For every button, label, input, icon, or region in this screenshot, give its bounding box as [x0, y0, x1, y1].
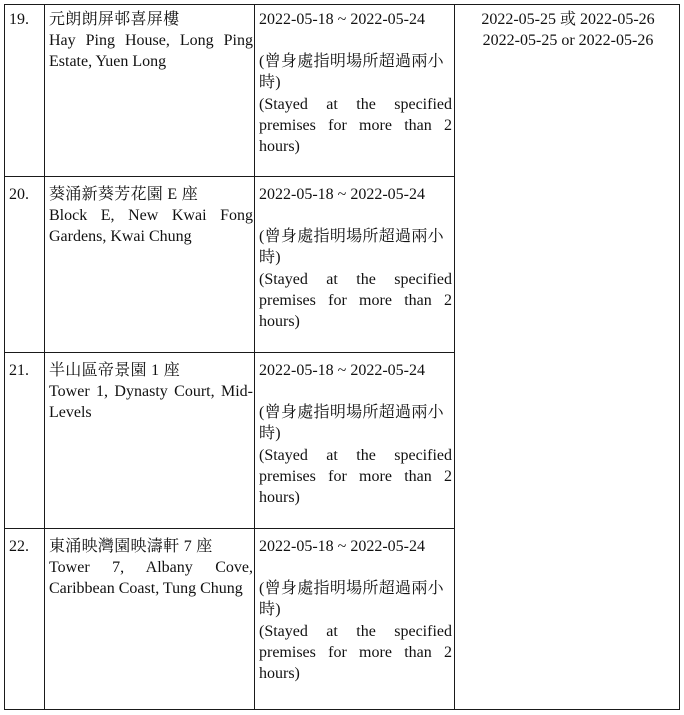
date-range: 2022-05-18 ~ 2022-05-24 — [259, 11, 425, 28]
table-border-right — [679, 4, 680, 710]
location-cell — [49, 184, 253, 247]
dates-cell — [259, 184, 452, 332]
location-name-en: Tower 7, Albany Cove, Caribbean Coast, Tung Chung — [49, 559, 253, 597]
row-number: 19. — [9, 11, 29, 28]
row-divider — [4, 528, 455, 529]
stay-note-en: (Stayed at the specified premises for more than 2 hours) — [259, 623, 452, 682]
column-divider-number — [44, 4, 45, 710]
dates-cell — [259, 360, 452, 508]
dates-cell — [259, 9, 452, 157]
stay-note-zh: (曾身處指明場所超過兩小時) — [259, 53, 444, 91]
table-border-top — [4, 4, 680, 5]
location-name-zh: 東涌映灣園映濤軒 7 座 — [49, 538, 213, 555]
stay-note-en: (Stayed at the specified premises for more than 2 hours) — [259, 447, 452, 506]
row-divider — [4, 176, 455, 177]
row-number: 20. — [9, 186, 29, 203]
date-range: 2022-05-18 ~ 2022-05-24 — [259, 538, 425, 555]
premises-table — [4, 4, 680, 710]
stay-note-zh: (曾身處指明場所超過兩小時) — [259, 228, 444, 266]
location-cell — [49, 536, 253, 599]
row-number: 22. — [9, 538, 29, 555]
dates-cell — [259, 536, 452, 684]
stay-note-zh: (曾身處指明場所超過兩小時) — [259, 404, 444, 442]
location-cell — [49, 360, 253, 423]
location-name-zh: 葵涌新葵芳花園 E 座 — [49, 186, 199, 203]
testing-dates-zh: 2022-05-25 或 2022-05-26 — [481, 11, 655, 28]
location-name-en: Tower 1, Dynasty Court, Mid-Levels — [49, 383, 253, 421]
testing-dates-en: 2022-05-25 or 2022-05-26 — [482, 32, 654, 49]
stay-note-en: (Stayed at the specified premises for more than 2 hours) — [259, 96, 452, 155]
location-name-en: Block E, New Kwai Fong Gardens, Kwai Chung — [49, 207, 253, 245]
table-border-bottom — [4, 709, 680, 710]
stay-note-en: (Stayed at the specified premises for more than 2 hours) — [259, 271, 452, 330]
column-divider-location — [254, 4, 255, 710]
row-divider — [4, 352, 455, 353]
table-border-left — [4, 4, 5, 710]
row-number: 21. — [9, 362, 29, 379]
date-range: 2022-05-18 ~ 2022-05-24 — [259, 186, 425, 203]
date-range: 2022-05-18 ~ 2022-05-24 — [259, 362, 425, 379]
location-cell — [49, 9, 253, 72]
stay-note-zh: (曾身處指明場所超過兩小時) — [259, 580, 444, 618]
location-name-zh: 半山區帝景園 1 座 — [49, 362, 181, 379]
location-name-en: Hay Ping House, Long Ping Estate, Yuen Long — [49, 32, 253, 70]
column-divider-dates — [454, 4, 455, 710]
location-name-zh: 元朗朗屏邨喜屏樓 — [49, 11, 180, 28]
testing-dates-cell — [456, 9, 680, 51]
